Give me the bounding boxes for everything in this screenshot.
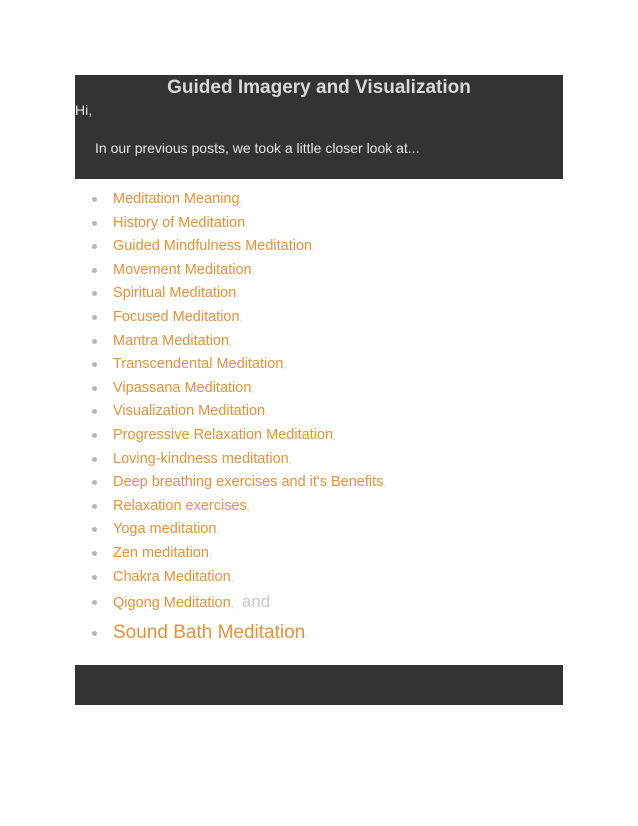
bullet-icon [92,433,97,438]
list-separator: , [251,382,255,395]
bullet-icon [92,504,97,509]
list-item [89,448,386,472]
list-item [89,377,386,401]
list-separator: , [239,311,243,324]
link-deep-breathing-exercises[interactable]: Deep breathing exercises and it's Benefits [113,474,384,491]
list-separator: , [229,335,233,348]
list-separator: , [383,477,387,490]
bullet-icon [92,244,97,249]
list-item [89,235,386,259]
bullet-icon [92,268,97,273]
list-item [89,566,386,590]
list-item [89,400,386,424]
list-item [89,471,386,495]
list-item [89,495,386,519]
list-item [89,282,386,306]
list-separator: , [288,453,292,466]
list-separator: , [216,524,220,537]
link-transcendental-meditation[interactable]: Transcendental Meditation [113,356,284,373]
bullet-icon [92,527,97,532]
bullet-icon [92,221,97,226]
bullet-icon [92,315,97,320]
list-separator: , [283,359,287,372]
link-vipassana-meditation[interactable]: Vipassana Meditation [113,379,252,396]
list-separator: , [230,598,234,611]
bullet-icon [92,480,97,485]
link-spiritual-meditation[interactable]: Spiritual Meditation [113,285,237,302]
link-guided-mindfulness-meditation[interactable]: Guided Mindfulness Meditation [113,238,313,255]
list-separator: , [239,194,243,206]
list-separator: , [245,217,249,230]
list-item [89,306,386,330]
link-mantra-meditation[interactable]: Mantra Meditation [113,332,230,349]
list-separator: , [251,264,255,277]
bullet-icon [92,362,97,367]
bullet-icon [92,339,97,344]
meditation-list [89,188,386,652]
link-focused-meditation[interactable]: Focused Meditation [113,308,240,325]
link-progressive-relaxation-meditation[interactable]: Progressive Relaxation Meditation [113,426,334,443]
list-separator: , [265,406,269,419]
page-title: Guided Imagery and Visualization [167,77,471,98]
bullet-icon [92,409,97,414]
bullet-icon [92,457,97,462]
list-separator: , [246,500,250,513]
link-qigong-meditation[interactable]: Qigong Meditation [113,595,231,612]
bullet-icon [92,386,97,391]
bullet-icon [92,197,97,202]
list-item [89,518,386,542]
link-visualization-meditation[interactable]: Visualization Meditation [113,403,266,420]
list-separator: , [230,571,234,584]
footer-banner [75,665,563,705]
list-separator: , [312,241,316,254]
link-movement-meditation[interactable]: Movement Meditation [113,261,252,278]
link-zen-meditation[interactable]: Zen meditation [113,544,209,561]
greeting-text: Hi, [75,102,93,118]
bullet-icon [92,551,97,556]
list-item [89,542,386,566]
list-separator: , [208,547,212,560]
list-item [89,330,386,354]
list-separator: , [333,429,337,442]
list-item [89,353,386,377]
list-item [89,188,386,212]
list-item [89,424,386,448]
bullet-icon [92,575,97,580]
list-item [89,259,386,283]
list-terminator: . [305,629,309,642]
conjunction-text: and [241,592,271,612]
bullet-icon [92,600,97,605]
link-sound-bath-meditation[interactable]: Sound Bath Meditation [113,622,306,644]
header-banner [75,75,563,179]
intro-text: In our previous posts, we took a little closer look at... [95,140,420,156]
list-item [89,212,386,236]
list-item [89,589,386,618]
link-chakra-meditation[interactable]: Chakra Meditation [113,568,231,585]
link-yoga-meditation[interactable]: Yoga meditation [113,521,217,538]
list-item [89,618,386,652]
bullet-icon [92,631,97,636]
bullet-icon [92,291,97,296]
list-separator: , [236,288,240,301]
link-loving-kindness-meditation[interactable]: Loving-kindness meditation [113,450,289,467]
link-relaxation-exercises[interactable]: Relaxation exercises [113,497,247,514]
link-meditation-meaning[interactable]: Meditation Meaning [113,191,240,207]
link-history-of-meditation[interactable]: History of Meditation [113,214,246,231]
